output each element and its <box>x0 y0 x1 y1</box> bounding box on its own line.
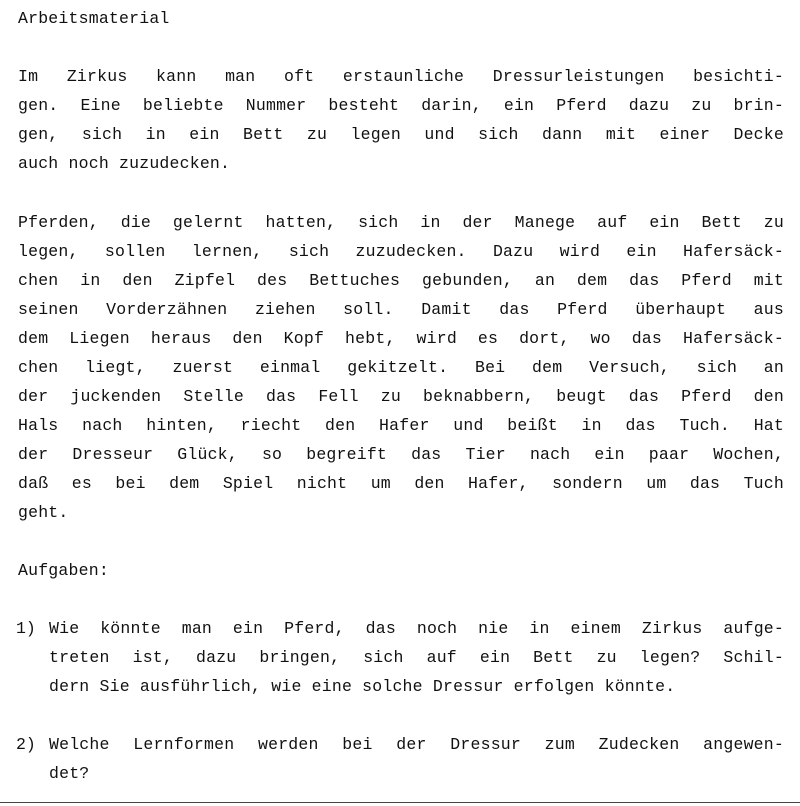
task-line: Wie könnte man ein Pferd, das noch nie in einem Zirkus aufge- <box>49 619 784 638</box>
paragraph-line: daß es bei dem Spiel nicht um den Hafer, sondern um das Tuch <box>18 474 784 493</box>
task-number: 1) <box>16 619 36 638</box>
paragraph-line: auch noch zuzudecken. <box>18 154 231 173</box>
task-number: 2) <box>16 735 36 754</box>
paragraph-line: chen in den Zipfel des Bettuches gebunden, an dem das Pferd mit <box>18 271 784 290</box>
paragraph-line: chen liegt, zuerst einmal gekitzelt. Bei dem Versuch, sich an <box>18 358 784 377</box>
paragraph-line: geht. <box>18 503 69 522</box>
paragraph-line: gen. Eine beliebte Nummer besteht darin, ein Pferd dazu zu brin- <box>18 96 784 115</box>
paragraph-line: gen, sich in ein Bett zu legen und sich dann mit einer Decke <box>18 125 784 144</box>
bottom-rule <box>0 802 800 803</box>
task-line: Welche Lernformen werden bei der Dressur zum Zudecken angewen- <box>49 735 784 754</box>
paragraph-line: seinen Vorderzähnen ziehen soll. Damit das Pferd überhaupt aus <box>18 300 784 319</box>
task-line: treten ist, dazu bringen, sich auf ein Bett zu legen? Schil- <box>49 648 784 667</box>
paragraph-line: der Dresseur Glück, so begreift das Tier nach ein paar Wochen, <box>18 445 784 464</box>
paragraph-line: legen, sollen lernen, sich zuzudecken. Dazu wird ein Hafersäck- <box>18 242 784 261</box>
worksheet-heading: Arbeitsmaterial <box>18 9 170 28</box>
paragraph-line: Im Zirkus kann man oft erstaunliche Dressurleistungen besichti- <box>18 67 784 86</box>
paragraph-line: der juckenden Stelle das Fell zu beknabbern, beugt das Pferd den <box>18 387 784 406</box>
task-line: det? <box>49 764 90 783</box>
paragraph-line: Pferden, die gelernt hatten, sich in der Manege auf ein Bett zu <box>18 213 784 232</box>
paragraph-line: dem Liegen heraus den Kopf hebt, wird es dort, wo das Hafersäck- <box>18 329 784 348</box>
task-line: dern Sie ausführlich, wie eine solche Dressur erfolgen könnte. <box>49 677 676 696</box>
paragraph-line: Hals nach hinten, riecht den Hafer und beißt in das Tuch. Hat <box>18 416 784 435</box>
tasks-heading: Aufgaben: <box>18 561 109 580</box>
